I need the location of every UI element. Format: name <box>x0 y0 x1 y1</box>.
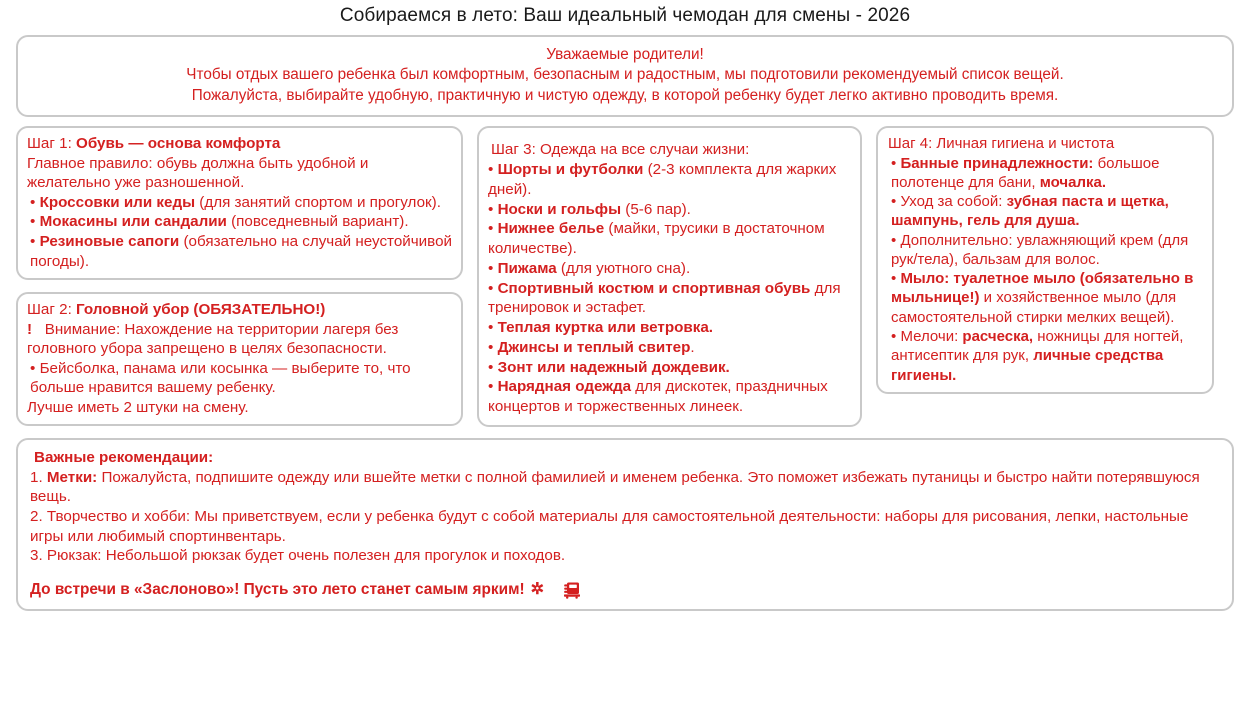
step-1-item-1 <box>27 212 452 232</box>
bullet-glyph: • <box>30 213 36 231</box>
recommendation-item-2-num: 3. <box>30 547 47 565</box>
step-4-item-1-rest: Уход за собой: <box>900 193 1007 211</box>
bullet-glyph: • <box>488 161 494 179</box>
step-3-item-8 <box>488 377 851 417</box>
step-3-heading: Шаг 3: Одежда на все случаи жизни: <box>491 141 750 159</box>
recommendation-item-2 <box>30 546 1222 566</box>
step-4-item-1 <box>888 192 1204 231</box>
step-3-item-3-bold: Пижама <box>497 259 557 277</box>
step-1-body <box>18 128 461 278</box>
step-2-warning <box>27 320 452 359</box>
intro-banner <box>16 35 1234 117</box>
bullet-glyph: • <box>488 319 494 337</box>
step-3-item-1-bold: Носки и гольфы <box>497 200 622 218</box>
step-4-heading: Шаг 4: Личная гигиена и чистота <box>888 135 1115 153</box>
step-4-item-4-bold2: расческа, <box>962 328 1034 345</box>
important-recommendations-card <box>16 438 1234 611</box>
step-2-body <box>18 294 461 424</box>
sun-icon: ✲ <box>530 580 545 598</box>
step-3-item-1-rest: (5-6 пар). <box>621 200 691 218</box>
bullet-glyph: • <box>30 359 36 377</box>
step-1-item-2-bold: Резиновые сапоги <box>39 233 180 250</box>
step-4-item-1-bold2: зубная паста и щетка, шампунь, гель для душа. <box>891 193 1169 230</box>
step-2-warning-text: Внимание: Нахождение на территории лагеря без головного убора запрещено в целях безопасности. <box>27 320 399 358</box>
column-right <box>876 126 1214 393</box>
recommendation-item-2-rest: Рюкзак: Небольшой рюкзак будет очень полезен для прогулок и походов. <box>46 547 566 565</box>
step-1-item-0-bold: Кроссовки или кеды <box>39 193 196 211</box>
step-4-item-0-rest: большое полотенце для бани, <box>891 154 1160 191</box>
bus-icon <box>562 581 582 599</box>
step-3-item-8-bold: Нарядная одежда <box>497 378 632 396</box>
recommendations-heading: Важные рекомендации: <box>34 448 214 466</box>
step-2-item-0-rest: Бейсболка, панама или косынка — выберите то, что больше нравится вашему ребенку. <box>30 359 411 397</box>
step-4-item-3 <box>888 269 1204 327</box>
step-4-item-2 <box>888 231 1204 270</box>
step-1-item-1-rest: (повседневный вариант). <box>226 213 409 231</box>
page-title: Собираемся в лето: Ваш идеальный чемодан для смены - 2026 <box>339 5 911 26</box>
step-4-item-3-bold: Мыло: туалетное мыло (обязательно в мыльнице!) <box>891 270 1194 307</box>
step-3-item-4-bold: Спортивный костюм и спортивная обувь <box>497 279 811 297</box>
step-3-card <box>477 126 862 427</box>
bullet-glyph: • <box>30 193 36 211</box>
step-1-item-2-rest: (обязательно на случай неустойчивой погоды). <box>30 233 452 270</box>
step-1-rule: Главное правило: обувь должна быть удобной и желательно уже разношенной. <box>27 154 369 192</box>
step-4-item-4-rest2: ножницы для ногтей, антисептик для рук, <box>891 328 1184 365</box>
bullet-glyph: • <box>891 193 897 211</box>
step-2-heading-bold: Головной убор (ОБЯЗАТЕЛЬНО!) <box>76 301 326 319</box>
step-2-heading-prefix: Шаг 2: <box>27 301 77 319</box>
step-2-heading <box>27 300 452 320</box>
step-1-item-1-bold: Мокасины или сандалии <box>39 213 227 231</box>
warning-icon: ! <box>27 320 33 338</box>
step-3-item-0 <box>488 160 851 200</box>
bullet-glyph: • <box>891 270 897 288</box>
bullet-glyph: • <box>488 200 494 218</box>
step-4-item-0 <box>888 154 1204 193</box>
step-3-item-0-rest: (2-3 комплекта для жарких дней). <box>488 161 837 198</box>
step-3-body <box>479 128 860 425</box>
step-3-item-7-bold: Зонт или надежный дождевик. <box>497 358 730 376</box>
step-2-card <box>16 292 463 426</box>
step-4-item-0-bold: Банные принадлежности: <box>900 154 1094 172</box>
steps-columns <box>16 126 1234 427</box>
farewell-text: До встречи в «Заслоново»! Пусть это лето станет самым ярким! <box>30 580 525 598</box>
recommendation-item-0-rest: Пожалуйста, подпишите одежду или вшейте метки с полной фамилией и именем ребенка. Это поможет избежать путаницы и быстро найти потерявшуюся вещь. <box>30 468 1200 506</box>
step-4-card <box>876 126 1214 393</box>
step-4-item-4-bold3: личные средства гигиены. <box>891 347 1164 384</box>
step-4-item-4 <box>888 327 1204 385</box>
recommendation-item-1-num: 2. <box>30 507 47 525</box>
step-4-item-2-rest: Дополнительно: увлажняющий крем (для рук/тела), бальзам для волос. <box>891 231 1189 268</box>
step-3-item-2 <box>488 219 851 259</box>
bullet-glyph: • <box>30 233 36 250</box>
step-3-item-3-rest: (для уютного сна). <box>556 259 691 277</box>
recommendation-item-0-bold: Метки: <box>46 468 98 486</box>
bullet-glyph: • <box>488 220 494 238</box>
step-1-item-0 <box>27 193 452 213</box>
bullet-glyph: • <box>891 231 897 249</box>
intro-line-3: Пожалуйста, выбирайте удобную, практичную и чистую одежду, в которой ребенку будет легко активно проводить время. <box>191 86 1059 104</box>
step-1-item-0-rest: (для занятий спортом и прогулок). <box>195 193 441 211</box>
recommendation-item-1-rest: Творчество и хобби: Мы приветствуем, если у ребенка будут с собой материалы для самостоятельной деятельности: наборы для рисования, лепки, настольные игры или любимый спортинвентарь. <box>30 507 1189 545</box>
step-3-item-7 <box>488 358 851 378</box>
bullet-glyph: • <box>891 154 897 172</box>
step-3-item-0-bold: Шорты и футболки <box>497 161 644 179</box>
step-3-item-5 <box>488 318 851 338</box>
bottom-spacer <box>30 566 1222 580</box>
bullet-glyph: • <box>488 279 494 297</box>
recommendation-item-0-num: 1. <box>30 468 47 486</box>
step-4-item-4-rest: Мелочи: <box>900 328 963 345</box>
step-3-item-6 <box>488 338 851 358</box>
step-1-card <box>16 126 463 280</box>
step-3-item-2-bold: Нижнее белье <box>497 220 605 238</box>
bullet-glyph: • <box>488 358 494 376</box>
farewell-line <box>30 580 1222 600</box>
step-3-item-5-bold: Теплая куртка или ветровка. <box>497 319 714 337</box>
step-1-heading <box>27 134 452 154</box>
intro-line-1: Уважаемые родители! <box>546 45 704 63</box>
step-3-item-4-rest: для тренировок и эстафет. <box>488 279 841 317</box>
step-4-item-3-rest: и хозяйственное мыло (для самостоятельной стирки мелких вещей). <box>891 289 1177 326</box>
step-2-item-0 <box>27 359 452 398</box>
bullet-glyph: • <box>488 259 494 277</box>
recommendation-item-0 <box>30 468 1222 507</box>
step-1-heading-prefix: Шаг 1: <box>27 135 77 153</box>
step-3-item-2-rest: (майки, трусики в достаточном количестве). <box>488 220 825 258</box>
column-left <box>16 126 463 426</box>
step-1-heading-bold: Обувь — основа комфорта <box>76 135 281 153</box>
step-4-item-0-bold2: мочалка. <box>1039 173 1107 191</box>
bullet-glyph: • <box>891 328 897 345</box>
recommendation-item-1 <box>30 507 1222 546</box>
step-1-item-2 <box>27 232 452 271</box>
column-middle <box>477 126 862 427</box>
step-3-item-1 <box>488 200 851 220</box>
step-3-item-3 <box>488 259 851 279</box>
step-3-item-6-bold: Джинсы и теплый свитер <box>497 338 691 356</box>
step-3-item-4 <box>488 279 851 319</box>
step-4-body <box>878 128 1212 391</box>
step-3-item-8-rest: для дискотек, праздничных концертов и торжественных линеек. <box>488 378 828 416</box>
intro-line-2: Чтобы отдых вашего ребенка был комфортным, безопасным и радостным, мы подготовили рекомендуемый список вещей. <box>186 66 1064 84</box>
step-2-tail: Лучше иметь 2 штуки на смену. <box>27 398 249 416</box>
step-3-item-6-rest: . <box>690 338 695 356</box>
bullet-glyph: • <box>488 338 494 356</box>
bullet-glyph: • <box>488 378 494 396</box>
